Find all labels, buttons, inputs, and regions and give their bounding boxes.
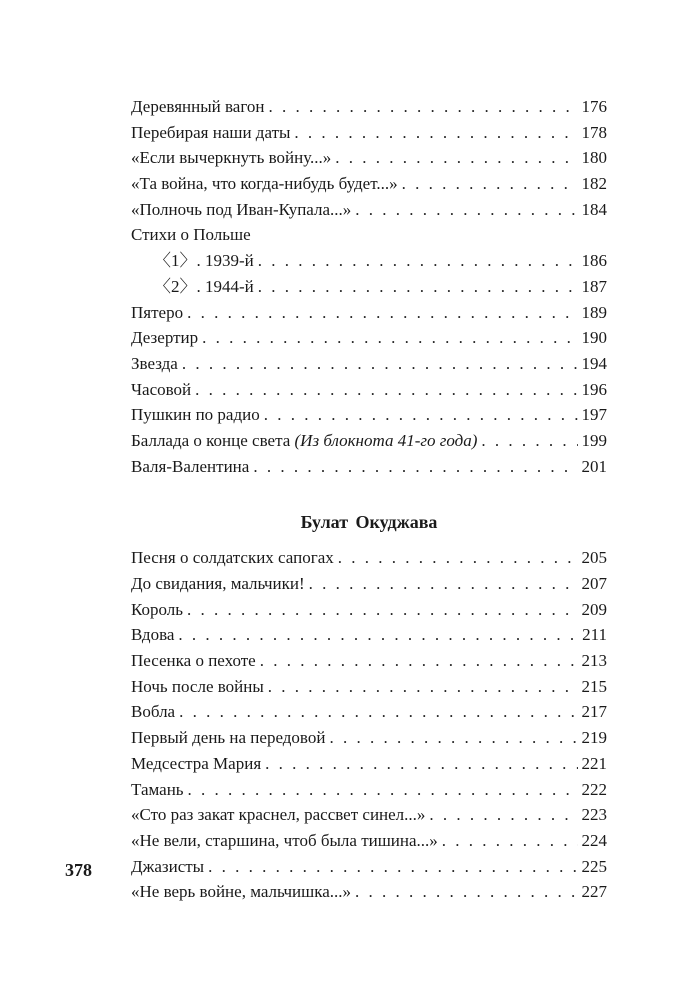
entry-page: 217 bbox=[581, 702, 607, 722]
toc-entry bbox=[131, 428, 607, 454]
entry-title: Ночь после войны bbox=[131, 676, 264, 696]
entry-page: 184 bbox=[581, 199, 607, 219]
toc-entry bbox=[131, 597, 607, 623]
entry-title: Часовой bbox=[131, 379, 192, 399]
entry-title: «Полночь под Иван-Купала...» bbox=[131, 199, 352, 219]
toc-entry bbox=[131, 674, 607, 700]
entry-title: Пятеро bbox=[131, 302, 184, 322]
dot-leader bbox=[258, 248, 578, 274]
dot-leader bbox=[355, 879, 577, 905]
dot-leader bbox=[202, 325, 577, 351]
toc-entry bbox=[131, 377, 607, 403]
entry-page: 190 bbox=[581, 328, 607, 348]
toc-entry bbox=[131, 120, 607, 146]
entry-title: Тамань bbox=[131, 779, 184, 799]
entry-title: Песенка о пехоте bbox=[131, 651, 256, 671]
toc-entry bbox=[131, 454, 607, 480]
entry-page: 199 bbox=[581, 430, 607, 450]
dot-leader bbox=[481, 428, 577, 454]
dot-leader bbox=[260, 648, 578, 674]
dot-leader bbox=[258, 274, 578, 300]
dot-leader bbox=[329, 725, 577, 751]
entry-title: 〈2〉. 1944-й bbox=[154, 276, 254, 296]
dot-leader bbox=[187, 597, 577, 623]
toc-entry bbox=[131, 351, 607, 377]
entry-title: До свидания, мальчики! bbox=[131, 574, 305, 593]
entry-title: «Не вели, старшина, чтоб была тишина...» bbox=[131, 830, 438, 850]
dot-leader bbox=[335, 145, 577, 171]
toc-entry bbox=[131, 197, 607, 223]
entry-title bbox=[131, 428, 477, 454]
dot-leader bbox=[402, 171, 578, 197]
toc-subentry bbox=[131, 274, 607, 300]
dot-leader bbox=[179, 699, 577, 725]
entry-title: Пушкин по радио bbox=[131, 405, 260, 425]
toc-subentry bbox=[131, 248, 607, 274]
entry-title: Первый день на передовой bbox=[131, 728, 326, 748]
toc-entry bbox=[131, 622, 607, 648]
entry-title: Песня о солдатских сапогах bbox=[131, 548, 334, 568]
entry-page: 219 bbox=[581, 728, 607, 748]
entry-page: 201 bbox=[581, 456, 607, 476]
entry-page: 221 bbox=[581, 753, 607, 773]
entry-title: Вобла bbox=[131, 702, 176, 722]
entry-title: Король bbox=[131, 599, 184, 619]
entry-title-note: (Из блокнота 41-го года) bbox=[294, 430, 478, 450]
dot-leader bbox=[268, 674, 578, 700]
dot-leader bbox=[429, 802, 577, 828]
entry-page: 194 bbox=[581, 353, 607, 373]
entry-page: 196 bbox=[581, 379, 607, 399]
dot-leader bbox=[355, 197, 577, 223]
section-heading: Булат Окуджава bbox=[300, 512, 438, 533]
entry-title: «Если вычеркнуть войну...» bbox=[131, 148, 332, 168]
entry-page: 215 bbox=[581, 676, 607, 696]
toc-entry bbox=[131, 171, 607, 197]
toc-entry bbox=[131, 571, 607, 597]
entry-page: 186 bbox=[581, 251, 607, 271]
toc-entry bbox=[131, 325, 607, 351]
entry-title: Медсестра Мария bbox=[131, 753, 262, 773]
dot-leader bbox=[309, 571, 578, 597]
entry-title: Звезда bbox=[131, 353, 178, 373]
entry-page: 211 bbox=[582, 625, 607, 645]
dot-leader bbox=[264, 402, 578, 428]
entry-title: Стихи о Польше bbox=[131, 225, 251, 245]
toc-entry bbox=[131, 725, 607, 751]
dot-leader bbox=[182, 351, 578, 377]
entry-page: 176 bbox=[581, 97, 607, 116]
entry-page: 180 bbox=[581, 148, 607, 168]
toc-entry bbox=[131, 145, 607, 171]
entry-title: Джазисты bbox=[131, 856, 205, 876]
toc-entry bbox=[131, 777, 607, 803]
dot-leader bbox=[268, 94, 577, 120]
toc-section bbox=[131, 545, 607, 905]
entry-page: 224 bbox=[581, 830, 607, 850]
toc-entry bbox=[131, 545, 607, 571]
entry-title: 〈1〉. 1939-й bbox=[154, 251, 254, 271]
toc-entry bbox=[131, 402, 607, 428]
toc-entry bbox=[131, 854, 607, 880]
entry-page: 225 bbox=[581, 856, 607, 876]
toc-entry bbox=[131, 300, 607, 326]
entry-page: 207 bbox=[581, 574, 607, 593]
dot-leader bbox=[195, 377, 577, 403]
toc-entry bbox=[131, 648, 607, 674]
page-number: 378 bbox=[65, 860, 92, 880]
entry-title: Дезертир bbox=[131, 328, 199, 348]
dot-leader bbox=[188, 777, 578, 803]
entry-title: Деревянный вагон bbox=[131, 97, 265, 116]
entry-page: 189 bbox=[581, 302, 607, 322]
table-of-contents bbox=[131, 94, 607, 905]
entry-title: «Не верь войне, мальчишка...» bbox=[131, 882, 352, 902]
entry-page: 182 bbox=[581, 174, 607, 194]
toc-entry bbox=[131, 751, 607, 777]
entry-title-text: Баллада о конце света bbox=[131, 430, 295, 450]
entry-page: 205 bbox=[581, 548, 607, 568]
toc-group-title bbox=[131, 222, 607, 248]
entry-page: 213 bbox=[581, 651, 607, 671]
dot-leader bbox=[178, 622, 578, 648]
entry-page: 227 bbox=[581, 882, 607, 902]
toc-entry bbox=[131, 879, 607, 905]
entry-page: 187 bbox=[581, 276, 607, 296]
dot-leader bbox=[338, 545, 578, 571]
dot-leader bbox=[253, 454, 577, 480]
dot-leader bbox=[187, 300, 577, 326]
toc-section bbox=[131, 94, 607, 479]
entry-page: 178 bbox=[581, 122, 607, 142]
entry-title: Валя-Валентина bbox=[131, 456, 250, 476]
dot-leader bbox=[294, 120, 577, 146]
dot-leader bbox=[442, 828, 578, 854]
entry-page: 223 bbox=[581, 805, 607, 825]
entry-title: «Та война, что когда-нибудь будет...» bbox=[131, 174, 398, 194]
entry-title: Перебирая наши даты bbox=[131, 122, 291, 142]
toc-entry bbox=[131, 94, 607, 120]
entry-title: Вдова bbox=[131, 625, 175, 645]
entry-page: 197 bbox=[581, 405, 607, 425]
toc-entry bbox=[131, 828, 607, 854]
entry-page: 209 bbox=[581, 599, 607, 619]
toc-entry bbox=[131, 802, 607, 828]
entry-page: 222 bbox=[581, 779, 607, 799]
toc-entry bbox=[131, 699, 607, 725]
entry-title: «Сто раз закат краснел, рассвет синел...» bbox=[131, 805, 426, 825]
dot-leader bbox=[208, 854, 577, 880]
dot-leader bbox=[265, 751, 577, 777]
